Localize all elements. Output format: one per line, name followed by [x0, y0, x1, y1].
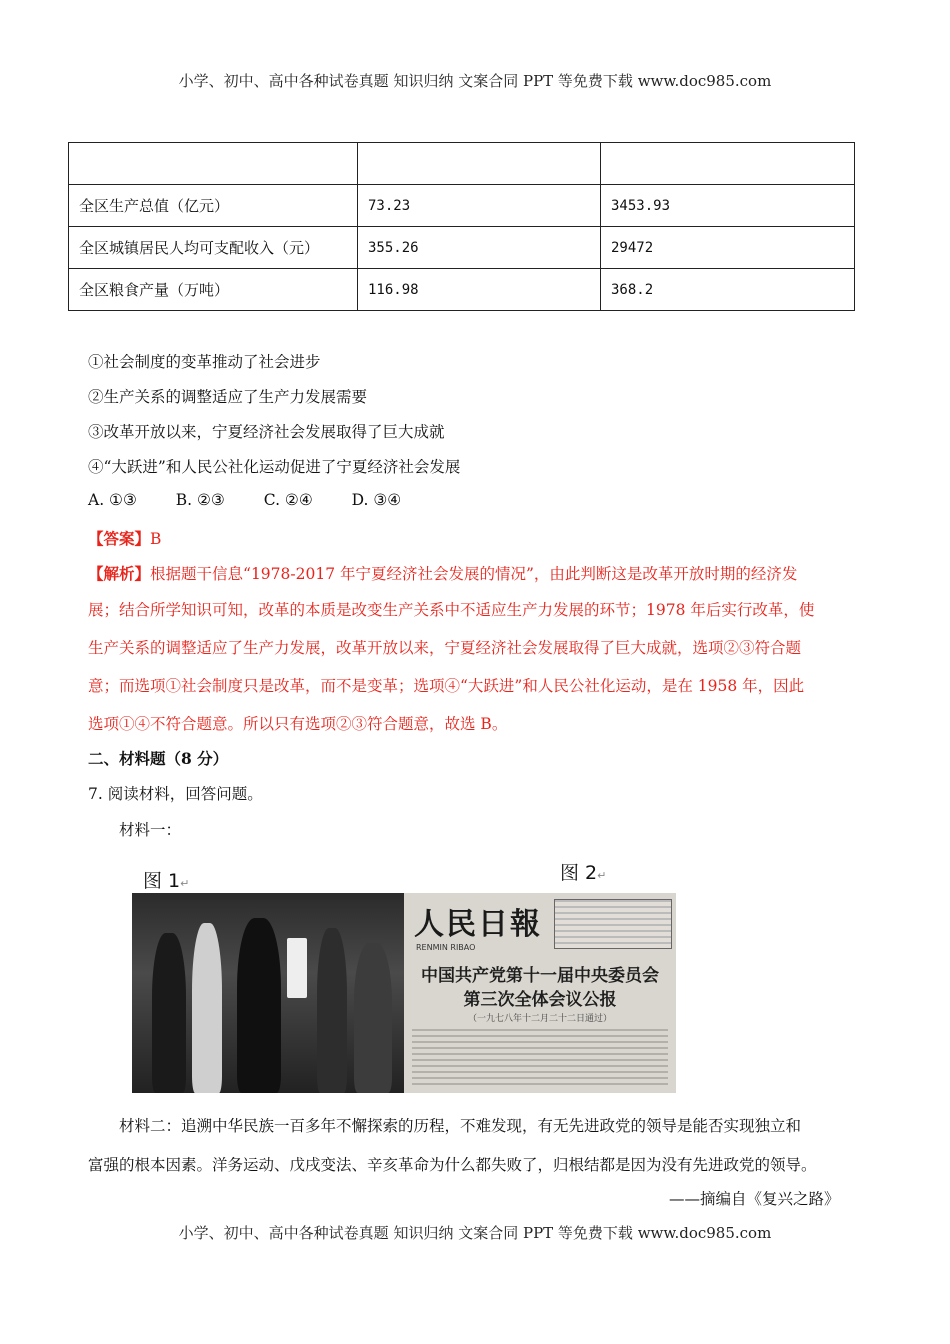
person-silhouette — [354, 943, 392, 1093]
analysis-line-3: 生产关系的调整适应了生产力发展，改革开放以来，宁夏经济社会发展取得了巨大成就，选项②③符合题 — [88, 639, 802, 657]
person-silhouette — [237, 918, 281, 1093]
data-table — [68, 142, 855, 311]
figure-1-photo — [132, 893, 404, 1093]
table-cell-value: 355.26 — [358, 227, 601, 269]
analysis-line-5: 选项①④不符合题意。所以只有选项②③符合题意，故选 B。 — [88, 715, 508, 733]
table-cell-label: 全区粮食产量（万吨） — [69, 269, 358, 311]
analysis-line-4: 意；而选项①社会制度只是改革，而不是变革；选项④“大跃进”和人民公社化运动，是在 1958 年，因此 — [88, 677, 805, 695]
table-cell-label: 全区生产总值（亿元） — [69, 185, 358, 227]
newspaper-body-text — [412, 1029, 668, 1087]
analysis-line-1 — [88, 562, 797, 584]
statement-1: ①社会制度的变革推动了社会进步 — [88, 353, 321, 371]
table-cell-value: 73.23 — [358, 185, 601, 227]
person-silhouette — [152, 933, 186, 1093]
answer-label: 【答案】 — [88, 529, 151, 548]
table-row — [69, 185, 855, 227]
figure-1-caption: 图 1 — [143, 870, 181, 892]
table-row — [69, 227, 855, 269]
answer-value: B — [150, 530, 162, 548]
material-1-label: 材料一： — [119, 821, 182, 839]
choice-c: C. ②④ — [263, 491, 313, 509]
table-cell-value: 3453.93 — [601, 185, 855, 227]
paper-sheet — [287, 938, 307, 998]
table-cell-value: 116.98 — [358, 269, 601, 311]
question-7: 7. 阅读材料，回答问题。 — [88, 785, 263, 803]
person-silhouette — [317, 928, 347, 1093]
table-cell-value: 29472 — [601, 227, 855, 269]
table-cell-value: 368.2 — [601, 269, 855, 311]
newspaper-date: （一九七八年十二月二十二日通过） — [467, 1014, 612, 1024]
figure-2-label — [560, 858, 606, 885]
material-2-source: ——摘编自《复兴之路》 — [669, 1190, 840, 1208]
choice-a: A. ①③ — [88, 491, 137, 509]
analysis-label: 【解析】 — [88, 564, 151, 583]
answer-line — [88, 527, 161, 549]
material-2-line-1: 材料二：追溯中华民族一百多年不懈探索的历程，不难发现，有无先进政党的领导是能否实现独立和 — [119, 1117, 802, 1135]
table-cell-label: 全区城镇居民人均可支配收入（元） — [69, 227, 358, 269]
choice-b: B. ②③ — [175, 491, 225, 509]
analysis-line-2: 展；结合所学知识可知，改革的本质是改变生产关系中不适应生产力发展的环节；1978 年后实行改革，使 — [88, 601, 815, 619]
choice-d: D. ③④ — [351, 491, 402, 509]
choices-row — [88, 491, 435, 509]
analysis-text: 根据题干信息“1978-2017 年宁夏经济社会发展的情况”，由此判断这是改革开放时期的经济发 — [150, 565, 798, 583]
statement-2: ②生产关系的调整适应了生产力发展需要 — [88, 388, 368, 406]
table-cell — [601, 143, 855, 185]
newspaper-quote-box — [554, 899, 672, 949]
page-header: 小学、初中、高中各种试卷真题 知识归纳 文案合同 PPT 等免费下载 www.doc985.com — [178, 72, 772, 90]
material-2-line-2: 富强的根本因素。洋务运动、戊戌变法、辛亥革命为什么都失败了，归根结都是因为没有先进政党的领导。 — [88, 1156, 817, 1174]
section-title: 二、材料题（8 分） — [88, 749, 229, 768]
page-footer: 小学、初中、高中各种试卷真题 知识归纳 文案合同 PPT 等免费下载 www.doc985.com — [178, 1224, 772, 1242]
person-silhouette — [192, 923, 222, 1093]
figure-2-caption: 图 2 — [560, 862, 598, 884]
newspaper-headline-2: 第三次全体会议公报 — [463, 990, 617, 1010]
table-cell — [69, 143, 358, 185]
figure-2-newspaper — [404, 893, 676, 1093]
figure-1-label — [143, 866, 189, 893]
statement-4: ④“大跃进”和人民公社化运动促进了宁夏经济社会发展 — [88, 458, 461, 476]
table-row — [69, 269, 855, 311]
newspaper-subtitle: RENMIN RIBAO — [416, 943, 476, 952]
newspaper-masthead: 人民日報 — [414, 907, 542, 942]
table-cell — [358, 143, 601, 185]
table-header-row — [69, 143, 855, 185]
return-mark-icon: ↵ — [180, 877, 190, 890]
statement-3: ③改革开放以来，宁夏经济社会发展取得了巨大成就 — [88, 423, 445, 441]
return-mark-icon: ↵ — [597, 869, 607, 882]
newspaper-headline-1: 中国共产党第十一届中央委员会 — [421, 966, 659, 986]
